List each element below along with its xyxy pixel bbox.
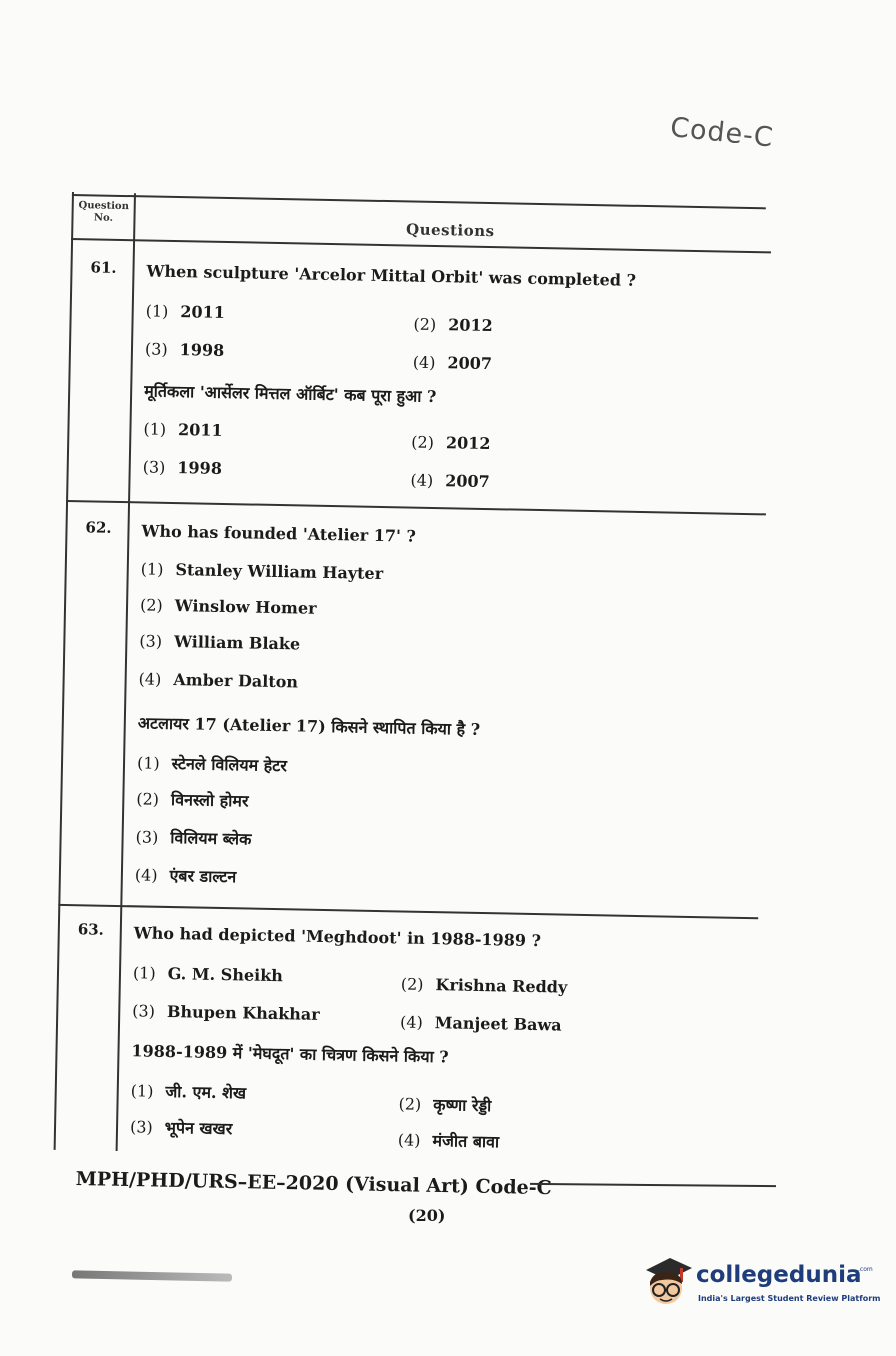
- option-4: (4) Amber Dalton: [138, 669, 299, 692]
- logo-tagline: India's Largest Student Review Platform: [698, 1294, 881, 1303]
- question-number: 61.: [90, 258, 117, 277]
- question-text-en: When sculpture 'Arcelor Mittal Orbit' was completed ?: [146, 261, 637, 290]
- option-4-hi: (4) मंजीत बावा: [397, 1130, 500, 1152]
- option-3-hi: (3) 1998: [142, 457, 223, 478]
- logo-suffix: .com: [858, 1266, 873, 1273]
- option-4-hi: (4) एंबर डाल्टन: [134, 865, 237, 887]
- option-3-hi: (3) भूपेन खखर: [129, 1117, 233, 1139]
- question-number: 63.: [77, 920, 105, 939]
- option-2-hi: (2) कृष्णा रेड्डी: [398, 1094, 492, 1116]
- footer-rule: [530, 1183, 776, 1187]
- option-3: (3) William Blake: [139, 631, 301, 654]
- table-left-border: [54, 192, 74, 1150]
- option-2-hi: (2) 2012: [411, 432, 491, 454]
- option-1: (1) 2011: [145, 301, 226, 322]
- option-2-hi: (2) विनस्लो होमर: [136, 789, 249, 811]
- question-table: [53, 192, 771, 1173]
- option-4: (4) Manjeet Bawa: [399, 1012, 562, 1035]
- option-3: (3) Bhupen Khakhar: [132, 1001, 320, 1024]
- question-number: 62.: [85, 518, 112, 537]
- option-1: (1) G. M. Sheikh: [132, 963, 284, 986]
- row-divider: [58, 904, 758, 919]
- scan-smudge: [72, 1270, 232, 1281]
- code-label-corner: Code-C: [668, 112, 776, 154]
- question-text-en: Who has founded 'Atelier 17' ?: [141, 521, 417, 546]
- option-2: (2) 2012: [413, 314, 493, 336]
- table-top-border: [72, 194, 766, 209]
- option-3-hi: (3) विलियम ब्लेक: [135, 827, 252, 849]
- exam-code-footer: MPH/PHD/URS–EE–2020 (Visual Art) Code-C: [75, 1168, 552, 1200]
- option-3: (3) 1998: [144, 339, 225, 360]
- question-text-en: Who had depicted 'Meghdoot' in 1988-1989 ?: [133, 923, 542, 951]
- logo-wordmark: collegedunia: [696, 1262, 862, 1288]
- option-4: (4) 2007: [412, 352, 493, 374]
- question-text-hi: 1988-1989 में 'मेघदूत' का चित्रण किसने किया ?: [131, 1041, 449, 1067]
- option-2: (2) Winslow Homer: [139, 595, 317, 618]
- collegedunia-logo: [640, 1252, 881, 1316]
- row-divider: [66, 500, 766, 515]
- option-2: (2) Krishna Reddy: [400, 974, 568, 997]
- option-1: (1) Stanley William Hayter: [140, 559, 384, 584]
- mascot-icon: [640, 1252, 694, 1312]
- question-no-header: Question No.: [78, 200, 130, 224]
- option-4-hi: (4) 2007: [410, 470, 490, 492]
- option-1-hi: (1) स्टेनले विलियम हेटर: [136, 753, 288, 776]
- question-text-hi: मूर्तिकला 'आर्सेलर मित्तल ऑर्बिट' कब पूरा हुआ ?: [144, 381, 437, 407]
- question-text-hi: अटलायर 17 (Atelier 17) किसने स्थापित किया है ?: [137, 713, 481, 739]
- page-number: (20): [408, 1206, 446, 1225]
- questions-header: Questions: [405, 220, 495, 241]
- option-1-hi: (1) जी. एम. शेख: [130, 1081, 247, 1103]
- option-1-hi: (1) 2011: [143, 419, 223, 440]
